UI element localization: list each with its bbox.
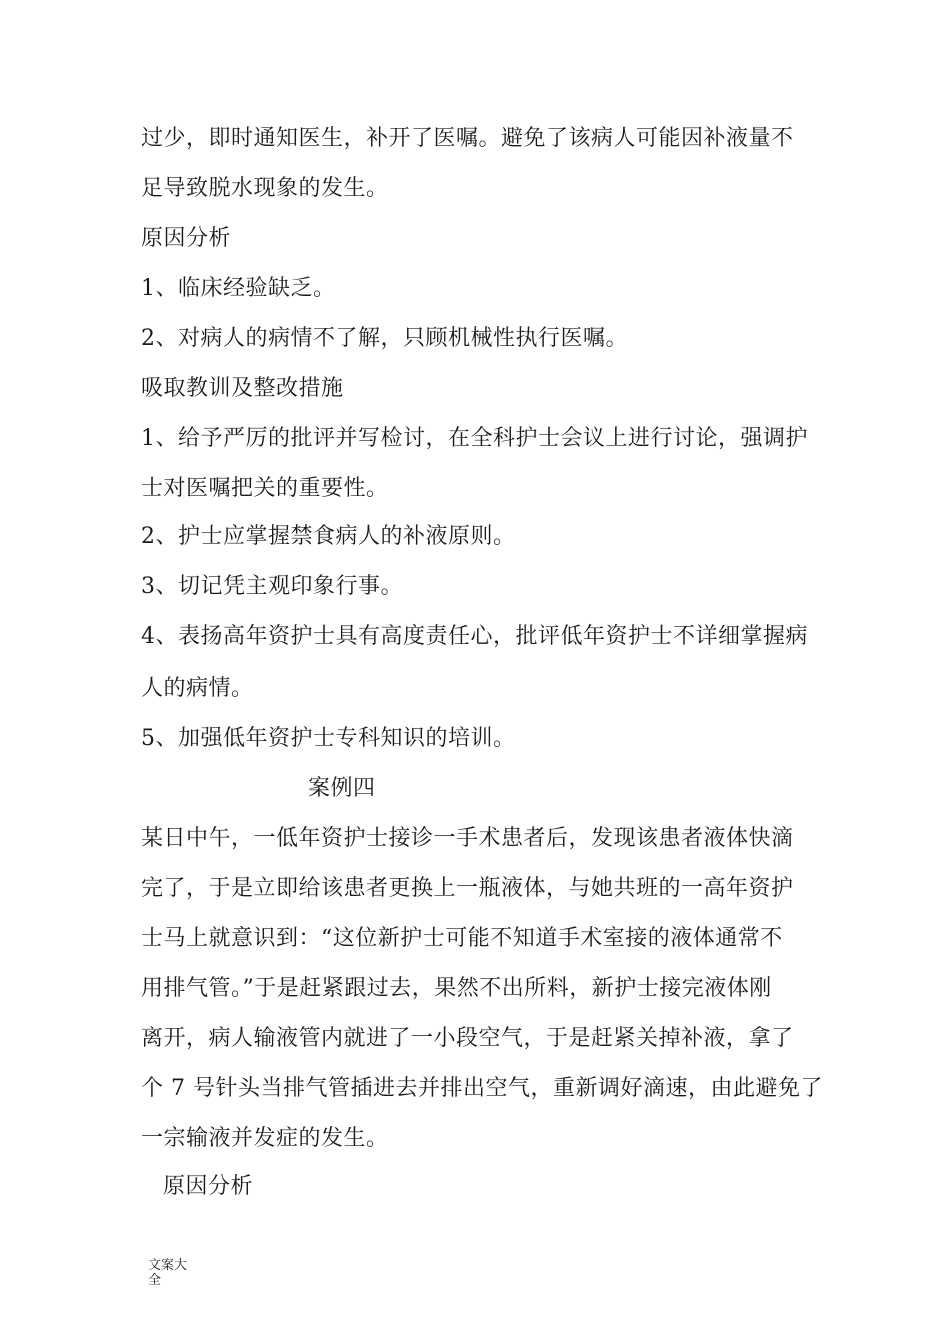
list-item: 4、表扬高年资护士具有高度责任心，批评低年资护士不详细掌握病: [141, 624, 808, 649]
body-text-line: 一宗输液并发症的发生。: [141, 1126, 389, 1151]
body-text-line: 离开，病人输液管内就进了一小段空气，于是赶紧关掉补液，拿了: [141, 1026, 794, 1051]
section-heading: 吸取教训及整改措施: [141, 376, 344, 401]
list-item: 1、给予严厉的批评并写检讨，在全科护士会议上进行讨论，强调护: [141, 426, 808, 451]
section-heading: 原因分析: [163, 1174, 254, 1199]
case-title: 案例四: [308, 776, 376, 801]
list-item: 5、加强低年资护士专科知识的培训。: [141, 726, 516, 751]
list-item-continuation: 人的病情。: [141, 676, 254, 701]
list-item: 1、临床经验缺乏。: [141, 276, 336, 301]
list-item: 2、对病人的病情不了解，只顾机械性执行医嘱。: [141, 326, 628, 351]
list-item: 3、切记凭主观印象行事。: [141, 574, 403, 599]
body-text-line: 士马上就意识到：“这位新护士可能不知道手术室接的液体通常不: [141, 926, 783, 951]
body-text-line: 过少，即时通知医生，补开了医嘱。避免了该病人可能因补液量不: [141, 126, 794, 151]
list-item: 2、护士应掌握禁食病人的补液原则。: [141, 524, 516, 549]
body-text-line: 完了，于是立即给该患者更换上一瓶液体，与她共班的一高年资护: [141, 876, 794, 901]
body-text-line: 足导致脱水现象的发生。: [141, 176, 389, 201]
page-footer: 文案大全: [148, 1258, 188, 1288]
section-heading: 原因分析: [141, 226, 232, 251]
list-item-continuation: 士对医嘱把关的重要性。: [141, 476, 389, 501]
body-text-line: 个 7 号针头当排气管插进去并排出空气，重新调好滴速，由此避免了: [141, 1076, 823, 1101]
body-text-line: 某日中午，一低年资护士接诊一手术患者后，发现该患者液体快滴: [141, 826, 794, 851]
body-text-line: 用排气管。”于是赶紧跟过去，果然不出所料，新护士接完液体刚: [141, 976, 772, 1001]
